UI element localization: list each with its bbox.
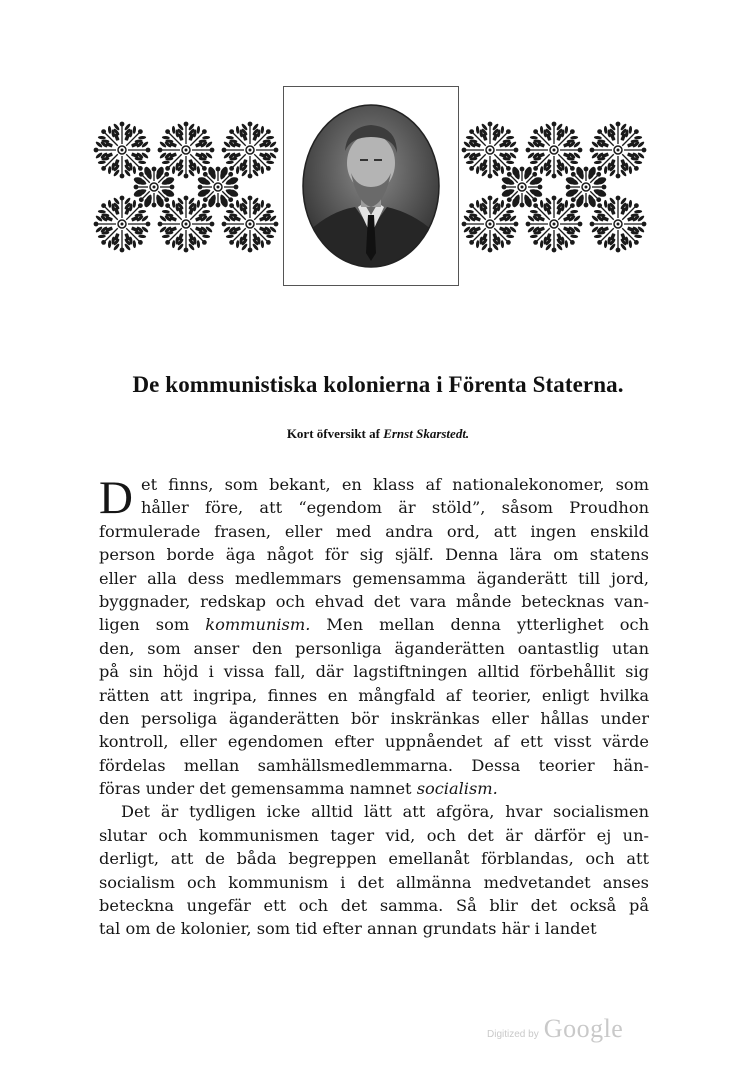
article-byline — [0, 426, 756, 442]
text-line — [99, 473, 649, 496]
text-run: håller före, att “egendom är stöld”, såsom Proudhon — [141, 498, 649, 518]
text-line — [99, 637, 649, 660]
text-run: beteckna ungefär ett och det samma. Så blir det också på — [99, 896, 649, 916]
italic-term: kommunism. — [205, 615, 311, 635]
text-run: fördelas mellan samhällsmedlemmarna. Dessa teorier hän- — [99, 755, 649, 775]
italic-term: socialism. — [416, 779, 498, 799]
text-run: på sin höjd i vissa fall, där lagstiftningen alltid förbehållit sig — [99, 662, 649, 682]
text-run: byggnader, redskap och ehvad det vara månde betecknas van- — [99, 591, 649, 611]
text-run: slutar och kommunismen tager vid, och det är därför ej un- — [99, 825, 649, 845]
text-run: derligt, att de båda begreppen emellanåt förblandas, och att — [99, 849, 649, 869]
portrait-frame — [283, 86, 459, 286]
text-line — [99, 613, 649, 636]
text-run: eller alla dess medlemmars gemensamma äganderätt till jord, — [99, 568, 649, 588]
author-portrait — [301, 103, 441, 269]
text-run: den, som anser den personliga äganderätten oantastlig utan — [99, 638, 649, 658]
text-line — [99, 894, 649, 917]
drop-cap: D — [99, 472, 133, 524]
floral-ornament-right — [460, 112, 648, 262]
text-run: rätten att ingripa, finnes en mångfald af teorier, enligt hvilka — [99, 685, 649, 705]
text-line — [99, 567, 649, 590]
paragraph — [99, 473, 649, 800]
text-line — [99, 777, 649, 800]
paragraph — [99, 800, 649, 940]
text-line — [99, 707, 649, 730]
text-line — [99, 917, 649, 940]
text-run: Det är tydligen icke alltid lätt att afgöra, hvar socialismen — [121, 802, 649, 822]
text-line — [99, 730, 649, 753]
digitized-watermark — [487, 1014, 623, 1044]
text-run: föras under det gemensamma namnet — [99, 779, 417, 799]
article-body — [99, 473, 649, 941]
byline-prefix: Kort öfversikt af — [286, 426, 380, 441]
text-line — [99, 684, 649, 707]
text-line — [99, 520, 649, 543]
text-run: person borde äga något för sig själf. Denna lära om statens — [99, 545, 649, 565]
text-run: Men mellan denna ytterlighet och — [310, 615, 649, 635]
text-run: ligen som — [99, 615, 206, 635]
text-line — [99, 800, 649, 823]
text-run: socialism och kommunism i det allmänna medvetandet anses — [99, 872, 649, 892]
header-ornament — [92, 86, 652, 286]
text-line — [99, 824, 649, 847]
floral-ornament-left — [92, 112, 280, 262]
text-run: kontroll, eller egendomen efter uppnåendet af ett visst värde — [99, 732, 649, 752]
text-line — [99, 871, 649, 894]
article-title: De kommunistiska kolonierna i Förenta Staterna. — [132, 372, 624, 397]
watermark-prefix: Digitized by — [487, 1029, 539, 1040]
google-logo: Google — [543, 1014, 624, 1043]
text-run: den persoliga äganderätten bör inskränkas eller hållas under — [99, 708, 649, 728]
byline-author: Ernst Skarstedt. — [383, 426, 470, 441]
text-run: et finns, som bekant, en klass af nationalekonomer, som — [141, 475, 649, 494]
text-run: tal om de kolonier, som tid efter annan grundats här i landet — [99, 919, 597, 939]
text-line — [99, 543, 649, 566]
text-line — [99, 847, 649, 870]
text-line — [99, 590, 649, 613]
text-line — [99, 754, 649, 777]
text-line — [99, 660, 649, 683]
text-line — [99, 496, 649, 519]
text-run: formulerade frasen, eller med andra ord, att ingen enskild — [99, 521, 649, 541]
